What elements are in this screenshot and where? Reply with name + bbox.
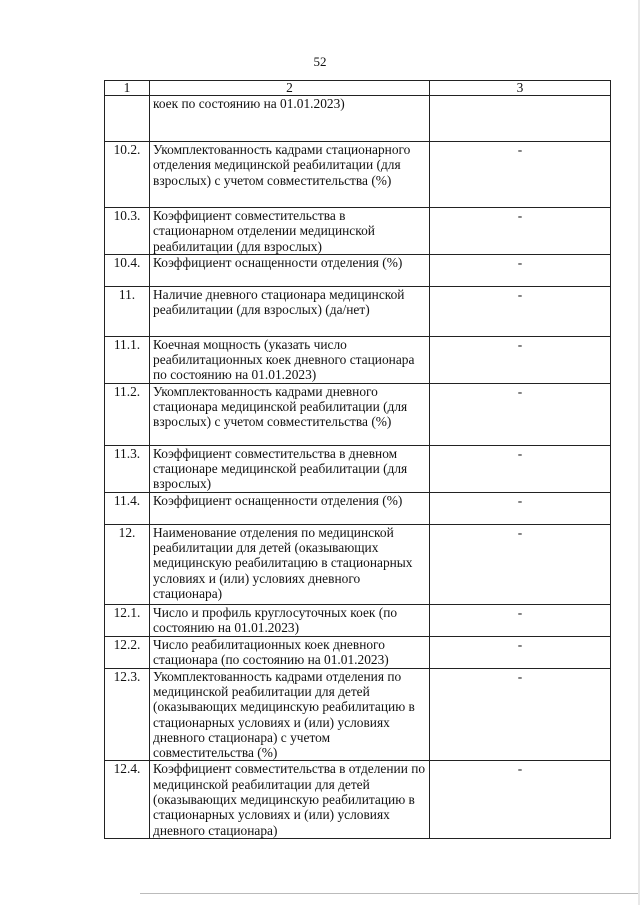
- row-indicator-text: коек по состоянию на 01.01.2023): [150, 96, 430, 142]
- table-row: [105, 142, 611, 208]
- table-row: [105, 208, 611, 255]
- table-header-row: [105, 81, 611, 96]
- row-value: -: [430, 208, 611, 255]
- row-indicator-text: Коечная мощность (указать число реабилитационных коек дневного стационара по состоянию на 01.01.2023): [150, 336, 430, 383]
- row-indicator-text: Наименование отделения по медицинской реабилитации для детей (оказывающих медицинскую реабилитацию в стационарных условиях и (или) условиях дневного стационара): [150, 524, 430, 604]
- table-row: [105, 286, 611, 336]
- row-number: 12.2.: [105, 636, 150, 668]
- row-value: -: [430, 286, 611, 336]
- row-indicator-text: Наличие дневного стационара медицинской реабилитации (для взрослых) (да/нет): [150, 286, 430, 336]
- row-number: 11.: [105, 286, 150, 336]
- row-value: -: [430, 492, 611, 524]
- page-number: 52: [313, 54, 327, 69]
- row-indicator-text: Коэффициент совместительства в отделении по медицинской реабилитации для детей (оказывающих медицинскую реабилитацию в стационарных условиях и (или) условиях дневного стационара): [150, 761, 430, 838]
- row-indicator-text: Число и профиль круглосуточных коек (по состоянию на 01.01.2023): [150, 604, 430, 636]
- row-number: 12.: [105, 524, 150, 604]
- row-indicator-text: Число реабилитационных коек дневного стационара (по состоянию на 01.01.2023): [150, 636, 430, 668]
- row-indicator-text: Укомплектованность кадрами дневного стационара медицинской реабилитации (для взрослых) с учетом совместительства (%): [150, 383, 430, 445]
- row-number: [105, 96, 150, 142]
- row-value: -: [430, 636, 611, 668]
- row-value: [430, 96, 611, 142]
- table-row: [105, 336, 611, 383]
- column-header-number: 1: [105, 81, 150, 96]
- table-row: [105, 761, 611, 838]
- row-value: -: [430, 761, 611, 838]
- table-row: [105, 524, 611, 604]
- row-number: 11.1.: [105, 336, 150, 383]
- row-number: 10.4.: [105, 254, 150, 286]
- row-indicator-text: Коэффициент оснащенности отделения (%): [150, 492, 430, 524]
- table-row: [105, 383, 611, 445]
- row-value: -: [430, 142, 611, 208]
- row-value: -: [430, 668, 611, 761]
- column-header-value: 3: [430, 81, 611, 96]
- row-indicator-text: Коэффициент оснащенности отделения (%): [150, 254, 430, 286]
- row-indicator-text: Укомплектованность кадрами стационарного отделения медицинской реабилитации (для взрослых) с учетом совместительства (%): [150, 142, 430, 208]
- row-value: -: [430, 336, 611, 383]
- row-number: 12.1.: [105, 604, 150, 636]
- row-number: 11.2.: [105, 383, 150, 445]
- row-value: -: [430, 604, 611, 636]
- table-row: [105, 492, 611, 524]
- row-value: -: [430, 254, 611, 286]
- column-header-indicator: 2: [150, 81, 430, 96]
- table-row: [105, 254, 611, 286]
- row-value: -: [430, 445, 611, 492]
- row-indicator-text: Укомплектованность кадрами отделения по медицинской реабилитации для детей (оказывающих медицинскую реабилитацию в стационарных условиях и (или) условиях дневного стационара) с учетом совместительства (%): [150, 668, 430, 761]
- table-row: [105, 604, 611, 636]
- table-row: [105, 445, 611, 492]
- row-number: 11.4.: [105, 492, 150, 524]
- row-number: 10.3.: [105, 208, 150, 255]
- row-number: 11.3.: [105, 445, 150, 492]
- indicators-table: [104, 80, 611, 839]
- row-number: 12.3.: [105, 668, 150, 761]
- table-row: [105, 636, 611, 668]
- table-row: [105, 668, 611, 761]
- row-number: 10.2.: [105, 142, 150, 208]
- row-number: 12.4.: [105, 761, 150, 838]
- table-row: [105, 96, 611, 142]
- row-value: -: [430, 524, 611, 604]
- row-indicator-text: Коэффициент совместительства в дневном стационаре медицинской реабилитации (для взрослых): [150, 445, 430, 492]
- row-indicator-text: Коэффициент совместительства в стационарном отделении медицинской реабилитации (для взрослых): [150, 208, 430, 255]
- row-value: -: [430, 383, 611, 445]
- scan-bottom-edge: [140, 893, 640, 894]
